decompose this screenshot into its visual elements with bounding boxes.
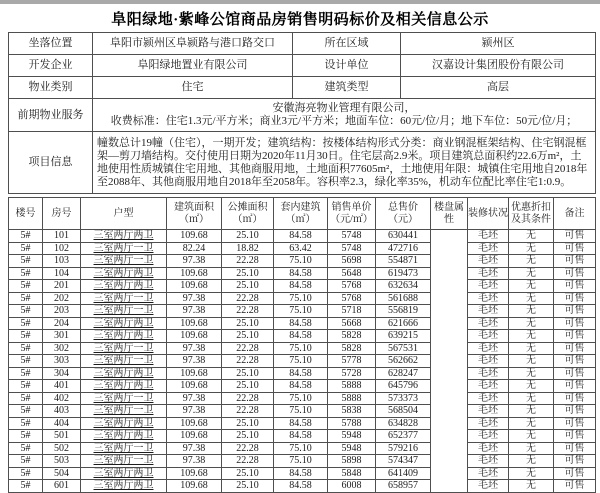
cell-room: 104 <box>43 267 81 280</box>
label-developer: 开发企业 <box>9 55 93 77</box>
cell-total_price: 573373 <box>376 392 431 405</box>
cell-area: 109.68 <box>167 417 222 430</box>
cell-unit_price: 5748 <box>328 230 376 243</box>
cell-decoration: 毛坯 <box>468 455 509 468</box>
price-row <box>9 292 596 305</box>
price-row <box>9 430 596 443</box>
cell-type: 三室两厅两卫 <box>81 417 167 430</box>
cell-discount: 无 <box>509 305 554 318</box>
cell-building: 5# <box>9 267 43 280</box>
label-project-info: 项目信息 <box>9 132 93 194</box>
price-row <box>9 230 596 243</box>
cell-inner: 84.58 <box>274 280 328 293</box>
cell-inner: 84.58 <box>274 480 328 493</box>
info-row-project <box>9 132 596 194</box>
price-header-cell: 总售价 （元） <box>376 198 431 230</box>
cell-room: 501 <box>43 430 81 443</box>
cell-room: 102 <box>43 242 81 255</box>
cell-area: 109.68 <box>167 230 222 243</box>
cell-remark: 可售 <box>554 405 596 418</box>
value-developer: 阜阳绿地置业有限公司 <box>93 55 293 77</box>
cell-discount: 无 <box>509 442 554 455</box>
cell-inner: 84.58 <box>274 467 328 480</box>
cell-total_price: 641409 <box>376 467 431 480</box>
cell-area: 109.68 <box>167 330 222 343</box>
cell-type: 三室两厅一卫 <box>81 355 167 368</box>
cell-remark: 可售 <box>554 317 596 330</box>
cell-remark: 可售 <box>554 442 596 455</box>
price-row <box>9 355 596 368</box>
cell-type: 三室两厅两卫 <box>81 467 167 480</box>
cell-unit_price: 5778 <box>328 355 376 368</box>
cell-shared: 18.82 <box>222 242 274 255</box>
cell-area: 97.38 <box>167 355 222 368</box>
cell-area: 109.68 <box>167 367 222 380</box>
cell-room: 504 <box>43 467 81 480</box>
cell-building: 5# <box>9 480 43 493</box>
price-row <box>9 317 596 330</box>
cell-room: 201 <box>43 280 81 293</box>
cell-building: 5# <box>9 230 43 243</box>
price-row <box>9 242 596 255</box>
label-property-category: 物业类别 <box>9 77 93 99</box>
label-location: 坐落位置 <box>9 33 93 55</box>
price-row <box>9 442 596 455</box>
cell-decoration: 毛坯 <box>468 230 509 243</box>
cell-discount: 无 <box>509 267 554 280</box>
price-row <box>9 330 596 343</box>
cell-unit_price: 5898 <box>328 455 376 468</box>
price-row <box>9 380 596 393</box>
cell-discount: 无 <box>509 317 554 330</box>
cell-area: 109.68 <box>167 430 222 443</box>
cell-room: 401 <box>43 380 81 393</box>
cell-unit_price: 5948 <box>328 442 376 455</box>
cell-discount: 无 <box>509 392 554 405</box>
cell-remark: 可售 <box>554 242 596 255</box>
cell-type: 三室两厅两卫 <box>81 430 167 443</box>
cell-shared: 22.28 <box>222 292 274 305</box>
cell-decoration: 毛坯 <box>468 405 509 418</box>
cell-remark: 可售 <box>554 267 596 280</box>
cell-remark: 可售 <box>554 305 596 318</box>
cell-unit_price: 5768 <box>328 280 376 293</box>
cell-total_price: 639215 <box>376 330 431 343</box>
cell-unit_price: 5888 <box>328 380 376 393</box>
cell-shared: 25.10 <box>222 267 274 280</box>
cell-inner: 84.58 <box>274 230 328 243</box>
cell-unit_price: 5648 <box>328 267 376 280</box>
cell-decoration: 毛坯 <box>468 467 509 480</box>
cell-total_price: 579216 <box>376 442 431 455</box>
cell-room: 502 <box>43 442 81 455</box>
cell-remark: 可售 <box>554 230 596 243</box>
cell-area: 97.38 <box>167 405 222 418</box>
cell-building: 5# <box>9 380 43 393</box>
cell-area: 97.38 <box>167 392 222 405</box>
project-info-table <box>8 32 596 194</box>
cell-total_price: 658957 <box>376 480 431 493</box>
cell-type: 三室两厅一卫 <box>81 292 167 305</box>
cell-type: 三室两厅一卫 <box>81 455 167 468</box>
cell-unit_price: 5948 <box>328 430 376 443</box>
cell-type: 三室两厅一卫 <box>81 242 167 255</box>
cell-decoration: 毛坯 <box>468 267 509 280</box>
cell-inner: 75.10 <box>274 292 328 305</box>
cell-discount: 无 <box>509 467 554 480</box>
cell-unit_price: 5668 <box>328 317 376 330</box>
cell-type: 三室两厅一卫 <box>81 392 167 405</box>
cell-inner: 84.58 <box>274 380 328 393</box>
cell-inner: 84.58 <box>274 430 328 443</box>
price-header-cell: 公摊面积 （㎡） <box>222 198 274 230</box>
value-building-type: 高层 <box>401 77 596 99</box>
cell-area: 109.68 <box>167 280 222 293</box>
price-row <box>9 367 596 380</box>
cell-room: 301 <box>43 330 81 343</box>
cell-room: 402 <box>43 392 81 405</box>
price-header-cell: 楼盘属性 <box>431 198 468 230</box>
cell-building: 5# <box>9 430 43 443</box>
cell-shared: 25.10 <box>222 480 274 493</box>
cell-total_price: 561688 <box>376 292 431 305</box>
cell-decoration: 毛坯 <box>468 355 509 368</box>
cell-total_price: 562662 <box>376 355 431 368</box>
cell-remark: 可售 <box>554 355 596 368</box>
cell-total_price: 619473 <box>376 267 431 280</box>
cell-remark: 可售 <box>554 330 596 343</box>
cell-type: 三室两厅一卫 <box>81 342 167 355</box>
cell-total_price: 652377 <box>376 430 431 443</box>
cell-unit_price: 5728 <box>328 367 376 380</box>
cell-total_price: 628247 <box>376 367 431 380</box>
cell-total_price: 574347 <box>376 455 431 468</box>
cell-discount: 无 <box>509 292 554 305</box>
cell-type: 三室两厅两卫 <box>81 367 167 380</box>
cell-unit_price: 5828 <box>328 330 376 343</box>
cell-total_price: 632634 <box>376 280 431 293</box>
value-designer: 汉嘉设计集团股份有限公司 <box>401 55 596 77</box>
price-row <box>9 405 596 418</box>
cell-discount: 无 <box>509 242 554 255</box>
cell-discount: 无 <box>509 417 554 430</box>
cell-discount: 无 <box>509 405 554 418</box>
cell-remark: 可售 <box>554 380 596 393</box>
cell-room: 202 <box>43 292 81 305</box>
price-row <box>9 280 596 293</box>
cell-shared: 25.10 <box>222 380 274 393</box>
cell-shared: 25.10 <box>222 417 274 430</box>
cell-decoration: 毛坯 <box>468 255 509 268</box>
info-row-location <box>9 33 596 55</box>
cell-building: 5# <box>9 455 43 468</box>
cell-remark: 可售 <box>554 430 596 443</box>
cell-total_price: 556819 <box>376 305 431 318</box>
cell-area: 109.68 <box>167 467 222 480</box>
value-property-service <box>93 99 596 132</box>
cell-building: 5# <box>9 280 43 293</box>
cell-decoration: 毛坯 <box>468 292 509 305</box>
cell-building: 5# <box>9 392 43 405</box>
cell-room: 404 <box>43 417 81 430</box>
cell-decoration: 毛坯 <box>468 317 509 330</box>
price-row <box>9 455 596 468</box>
cell-type: 三室两厅一卫 <box>81 405 167 418</box>
cell-shared: 25.10 <box>222 367 274 380</box>
cell-decoration: 毛坯 <box>468 392 509 405</box>
cell-shared: 25.10 <box>222 280 274 293</box>
price-row <box>9 417 596 430</box>
label-designer: 设计单位 <box>293 55 401 77</box>
cell-room: 303 <box>43 355 81 368</box>
cell-shared: 25.10 <box>222 330 274 343</box>
value-property-category: 住宅 <box>93 77 293 99</box>
cell-discount: 无 <box>509 342 554 355</box>
cell-inner: 84.58 <box>274 367 328 380</box>
cell-building: 5# <box>9 355 43 368</box>
cell-decoration: 毛坯 <box>468 342 509 355</box>
cell-total_price: 634828 <box>376 417 431 430</box>
cell-remark: 可售 <box>554 480 596 493</box>
cell-building: 5# <box>9 342 43 355</box>
property-service-line2: 收费标准：住宅1.3元/平方米；商业3元/平方米；地面车位：60元/位/月；地下车位：50元/位/月； <box>110 115 578 127</box>
cell-remark: 可售 <box>554 280 596 293</box>
cell-inner: 75.10 <box>274 342 328 355</box>
cell-shared: 22.28 <box>222 392 274 405</box>
cell-type: 三室两厅两卫 <box>81 317 167 330</box>
cell-building: 5# <box>9 467 43 480</box>
cell-shared: 22.28 <box>222 405 274 418</box>
price-row <box>9 305 596 318</box>
value-location: 阜阳市颍州区阜颍路与港口路交口 <box>93 33 293 55</box>
price-row <box>9 392 596 405</box>
cell-shared: 22.28 <box>222 355 274 368</box>
cell-total_price: 630441 <box>376 230 431 243</box>
cell-type: 三室两厅两卫 <box>81 267 167 280</box>
cell-type: 三室两厅两卫 <box>81 480 167 493</box>
cell-area: 82.24 <box>167 242 222 255</box>
cell-discount: 无 <box>509 330 554 343</box>
price-list-table <box>8 197 596 493</box>
cell-building: 5# <box>9 255 43 268</box>
cell-room: 601 <box>43 480 81 493</box>
cell-shared: 22.28 <box>222 455 274 468</box>
cell-decoration: 毛坯 <box>468 417 509 430</box>
price-header-cell: 装修状况 <box>468 198 509 230</box>
cell-building: 5# <box>9 292 43 305</box>
cell-unit_price: 5888 <box>328 392 376 405</box>
cell-room: 302 <box>43 342 81 355</box>
info-row-property-service <box>9 99 596 132</box>
cell-area: 97.38 <box>167 292 222 305</box>
cell-shared: 22.28 <box>222 342 274 355</box>
cell-inner: 84.58 <box>274 330 328 343</box>
label-district: 所在区域 <box>293 33 401 55</box>
info-row-category <box>9 77 596 99</box>
cell-unit_price: 5788 <box>328 417 376 430</box>
cell-unit_price: 5828 <box>328 342 376 355</box>
price-row <box>9 342 596 355</box>
cell-decoration: 毛坯 <box>468 367 509 380</box>
cell-inner: 75.10 <box>274 255 328 268</box>
cell-room: 103 <box>43 255 81 268</box>
cell-room: 101 <box>43 230 81 243</box>
cell-discount: 无 <box>509 255 554 268</box>
cell-remark: 可售 <box>554 417 596 430</box>
cell-decoration: 毛坯 <box>468 480 509 493</box>
cell-discount: 无 <box>509 367 554 380</box>
cell-shared: 25.10 <box>222 230 274 243</box>
cell-total_price: 567531 <box>376 342 431 355</box>
cell-total_price: 621666 <box>376 317 431 330</box>
label-property-service: 前期物业服务 <box>9 99 93 132</box>
label-building-type: 建筑类型 <box>293 77 401 99</box>
cell-shared: 25.10 <box>222 467 274 480</box>
cell-type: 三室两厅两卫 <box>81 330 167 343</box>
cell-discount: 无 <box>509 480 554 493</box>
price-header-cell: 套内建筑 （㎡） <box>274 198 328 230</box>
cell-total_price: 554871 <box>376 255 431 268</box>
cell-area: 97.38 <box>167 342 222 355</box>
cell-shared: 25.10 <box>222 317 274 330</box>
cell-total_price: 568504 <box>376 405 431 418</box>
cell-type: 三室两厅两卫 <box>81 380 167 393</box>
cell-shared: 22.28 <box>222 442 274 455</box>
top-gray-bar <box>0 0 600 4</box>
cell-area: 109.68 <box>167 380 222 393</box>
cell-inner: 75.10 <box>274 405 328 418</box>
cell-unit_price: 5698 <box>328 255 376 268</box>
cell-room: 204 <box>43 317 81 330</box>
cell-inner: 75.10 <box>274 442 328 455</box>
price-header-cell: 销售单价 （元/㎡） <box>328 198 376 230</box>
cell-building: 5# <box>9 317 43 330</box>
cell-inner: 84.58 <box>274 417 328 430</box>
cell-inner: 84.58 <box>274 267 328 280</box>
cell-building: 5# <box>9 405 43 418</box>
cell-building: 5# <box>9 442 43 455</box>
cell-room: 403 <box>43 405 81 418</box>
price-row <box>9 267 596 280</box>
price-header-cell: 优惠折扣 及其条件 <box>509 198 554 230</box>
cell-remark: 可售 <box>554 367 596 380</box>
cell-total_price: 645796 <box>376 380 431 393</box>
cell-discount: 无 <box>509 455 554 468</box>
price-table-header-row <box>9 198 596 230</box>
cell-building: 5# <box>9 367 43 380</box>
cell-inner: 75.10 <box>274 392 328 405</box>
cell-type: 三室两厅一卫 <box>81 255 167 268</box>
cell-decoration: 毛坯 <box>468 330 509 343</box>
cell-shared: 22.28 <box>222 255 274 268</box>
cell-decoration: 毛坯 <box>468 305 509 318</box>
cell-type: 三室两厅一卫 <box>81 442 167 455</box>
cell-discount: 无 <box>509 355 554 368</box>
price-row <box>9 480 596 493</box>
cell-discount: 无 <box>509 430 554 443</box>
cell-total_price: 472716 <box>376 242 431 255</box>
cell-area: 97.38 <box>167 305 222 318</box>
cell-room: 503 <box>43 455 81 468</box>
cell-inner: 84.58 <box>274 317 328 330</box>
cell-decoration: 毛坯 <box>468 442 509 455</box>
cell-building: 5# <box>9 330 43 343</box>
cell-room: 304 <box>43 367 81 380</box>
price-row <box>9 467 596 480</box>
cell-building: 5# <box>9 305 43 318</box>
cell-inner: 75.10 <box>274 305 328 318</box>
cell-remark: 可售 <box>554 292 596 305</box>
price-header-cell: 楼号 <box>9 198 43 230</box>
cell-discount: 无 <box>509 380 554 393</box>
cell-unit_price: 5848 <box>328 467 376 480</box>
cell-remark: 可售 <box>554 467 596 480</box>
cell-remark: 可售 <box>554 392 596 405</box>
value-district: 颍州区 <box>401 33 596 55</box>
cell-inner: 63.42 <box>274 242 328 255</box>
cell-unit_price: 5838 <box>328 405 376 418</box>
cell-unit_price: 5768 <box>328 292 376 305</box>
cell-area: 109.68 <box>167 480 222 493</box>
price-row <box>9 255 596 268</box>
cell-area: 109.68 <box>167 317 222 330</box>
cell-room: 203 <box>43 305 81 318</box>
cell-type: 三室两厅两卫 <box>81 280 167 293</box>
cell-remark: 可售 <box>554 455 596 468</box>
cell-building: 5# <box>9 417 43 430</box>
cell-area: 97.38 <box>167 442 222 455</box>
cell-decoration: 毛坯 <box>468 242 509 255</box>
cell-shared: 22.28 <box>222 305 274 318</box>
cell-decoration: 毛坯 <box>468 430 509 443</box>
price-table-body <box>9 230 596 493</box>
cell-area: 109.68 <box>167 267 222 280</box>
price-header-cell: 建筑面积 （㎡） <box>167 198 222 230</box>
cell-unit_price: 5748 <box>328 242 376 255</box>
cell-decoration: 毛坯 <box>468 380 509 393</box>
cell-shared: 25.10 <box>222 430 274 443</box>
cell-area: 97.38 <box>167 255 222 268</box>
price-header-cell: 房号 <box>43 198 81 230</box>
attribute-column-empty <box>431 230 468 493</box>
cell-inner: 75.10 <box>274 355 328 368</box>
value-project-info: 幢数总计19幢（住宅），一期开发；建筑结构：按楼体结构形式分类：商业钢混框架结构、住宅钢混框架—剪刀墙结构。交付使用日期为2020年11月30日。住宅层高2.9米。项目建筑总面积约22.6万m²，土地使用性质城镇住宅用地、其他商服用地，土地面积77605m²，土地使用年限：城镇住宅用地自2018年至2088年、其他商服用地自2018年至2058年。容积率2.3，绿化率35%，机动车位配比率住宅1:0.9。 <box>93 132 596 194</box>
price-header-cell: 户型 <box>81 198 167 230</box>
info-row-developer <box>9 55 596 77</box>
cell-area: 97.38 <box>167 455 222 468</box>
cell-type: 三室两厅两卫 <box>81 230 167 243</box>
property-service-line1: 安徽海亮物业管理有限公司， <box>272 102 416 114</box>
cell-remark: 可售 <box>554 342 596 355</box>
cell-building: 5# <box>9 242 43 255</box>
cell-decoration: 毛坯 <box>468 280 509 293</box>
price-header-cell: 备注 <box>554 198 596 230</box>
cell-unit_price: 5718 <box>328 305 376 318</box>
cell-unit_price: 6008 <box>328 480 376 493</box>
cell-discount: 无 <box>509 280 554 293</box>
cell-inner: 75.10 <box>274 455 328 468</box>
page-title: 阜阳绿地·紫峰公馆商品房销售明码标价及相关信息公示 <box>111 12 489 28</box>
cell-type: 三室两厅一卫 <box>81 305 167 318</box>
cell-discount: 无 <box>509 230 554 243</box>
cell-remark: 可售 <box>554 255 596 268</box>
